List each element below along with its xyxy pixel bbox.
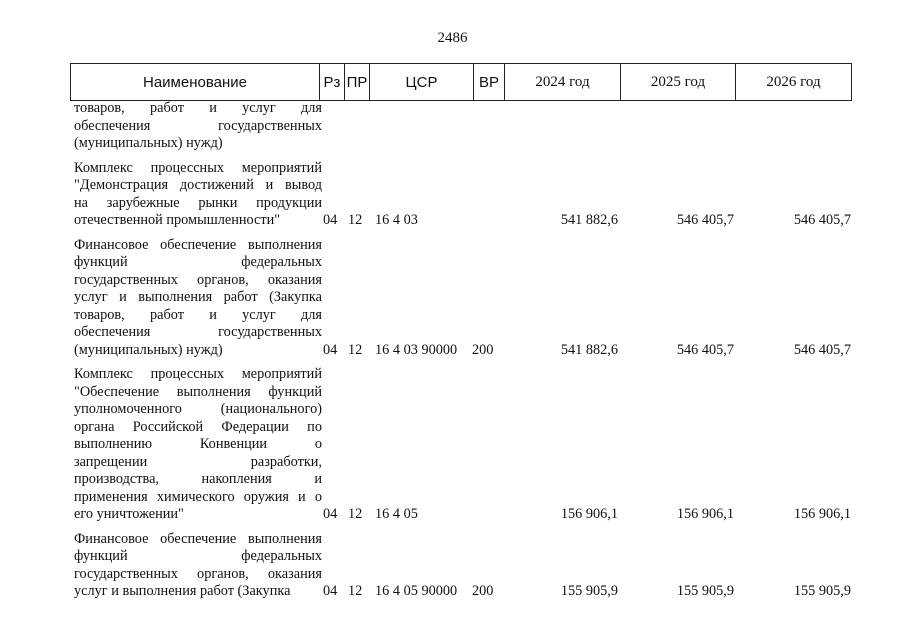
cell-vr: 200 <box>472 583 494 599</box>
cell-2026: 546 405,7 <box>793 341 851 358</box>
cell-2025: 155 905,9 <box>676 583 734 599</box>
header-2026: 2026 год <box>736 64 852 101</box>
cell-pr: 12 <box>348 212 363 228</box>
name-line: его уничтожении" <box>74 506 184 522</box>
header-rz: Рз <box>320 64 345 101</box>
cell-rz: 04 <box>323 506 338 522</box>
header-name: Наименование <box>71 64 320 101</box>
cell-2025: 546 405,7 <box>676 212 734 228</box>
cell-rz: 04 <box>323 583 338 599</box>
cell-2026: 546 405,7 <box>793 212 851 228</box>
name-line: обеспечения государственных <box>74 117 322 134</box>
cell-2025: 156 906,1 <box>676 506 734 522</box>
cell-2026: 155 905,9 <box>793 583 851 599</box>
header-csr: ЦСР <box>370 64 474 101</box>
name-line: отечественной промышленности" <box>74 212 281 228</box>
table-row <box>70 237 851 360</box>
name-line: (муниципальных) нужд) <box>74 135 223 151</box>
cell-2024: 155 905,9 <box>560 583 618 599</box>
name-line: государственных органов, оказания <box>74 565 322 582</box>
name-line: уполномоченного (национального) <box>74 401 322 417</box>
name-line: обеспечения государственных <box>74 324 322 340</box>
cell-2024: 156 906,1 <box>560 506 618 522</box>
cell-pr: 12 <box>348 583 363 599</box>
cell-2024: 541 882,6 <box>560 212 618 228</box>
cell-vr: 200 <box>472 341 494 358</box>
name-line: выполнению Конвенции о <box>74 436 322 452</box>
cell-rz: 04 <box>323 212 338 228</box>
cell-pr: 12 <box>348 506 363 522</box>
name-line: услуг и выполнения работ (Закупка <box>74 289 322 305</box>
row-cells <box>70 506 851 524</box>
name-line: Финансовое обеспечение выполнения <box>74 236 322 253</box>
cell-2024: 541 882,6 <box>560 341 618 358</box>
name-line: применения химического оружия и о <box>74 488 322 505</box>
name-line: (муниципальных) нужд) <box>74 341 223 358</box>
name-line: производства, накопления и <box>74 471 322 487</box>
header-pr: ПР <box>345 64 370 101</box>
name-line: товаров, работ и услуг для <box>74 306 322 323</box>
cell-pr: 12 <box>348 341 363 358</box>
cell-csr: 16 4 05 90000 <box>375 583 458 599</box>
cell-rz: 04 <box>323 341 338 358</box>
name-line: запрещении разработки, <box>74 453 322 470</box>
header-2025: 2025 год <box>621 64 736 101</box>
header-2024: 2024 год <box>505 64 621 101</box>
row-cells <box>70 583 851 601</box>
header-vr: ВР <box>474 64 505 101</box>
page-number: 2486 <box>437 30 468 46</box>
cell-csr: 16 4 05 <box>375 506 418 522</box>
name-line: органа Российской Федерации по <box>74 418 322 435</box>
row-cells <box>70 212 851 230</box>
name-line: Комплекс процессных мероприятий <box>74 366 322 382</box>
row-name <box>74 366 322 524</box>
name-line: Комплекс процессных мероприятий <box>74 159 322 176</box>
name-line: товаров, работ и услуг для <box>74 100 322 116</box>
table-row <box>70 531 851 601</box>
cell-2025: 546 405,7 <box>676 341 734 358</box>
table-row <box>70 100 851 153</box>
table-row <box>70 366 851 524</box>
name-line: государственных органов, оказания <box>74 271 322 288</box>
name-line: на зарубежные рынки продукции <box>74 194 322 211</box>
name-line: функций федеральных <box>74 548 322 564</box>
table-body <box>70 100 851 608</box>
name-line: Финансовое обеспечение выполнения <box>74 530 322 547</box>
cell-csr: 16 4 03 90000 <box>375 341 458 358</box>
name-line: "Демонстрация достижений и вывод <box>74 177 322 193</box>
cell-2026: 156 906,1 <box>793 506 851 522</box>
name-line: функций федеральных <box>74 254 322 270</box>
table-row <box>70 160 851 230</box>
name-line: услуг и выполнения работ (Закупка <box>74 583 291 599</box>
cell-csr: 16 4 03 <box>375 212 418 228</box>
row-cells <box>70 342 851 360</box>
table-header <box>70 63 852 101</box>
row-cells <box>70 135 851 153</box>
name-line: "Обеспечение выполнения функций <box>74 383 322 400</box>
